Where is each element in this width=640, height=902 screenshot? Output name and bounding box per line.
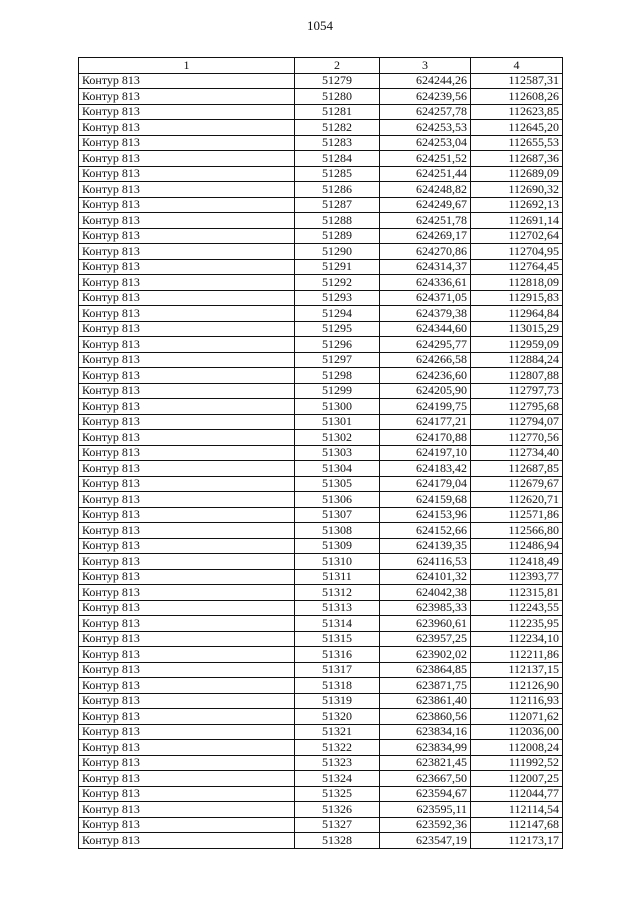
table-header-row bbox=[79, 58, 563, 74]
x-coordinate-cell: 624177,21 bbox=[380, 414, 471, 430]
point-number-cell: 51286 bbox=[295, 182, 380, 198]
y-coordinate-cell: 111992,52 bbox=[471, 755, 563, 771]
y-coordinate-cell: 112008,24 bbox=[471, 740, 563, 756]
y-coordinate-cell: 112795,68 bbox=[471, 399, 563, 415]
x-coordinate-cell: 624101,32 bbox=[380, 569, 471, 585]
x-coordinate-cell: 624205,90 bbox=[380, 383, 471, 399]
point-number-cell: 51303 bbox=[295, 445, 380, 461]
contour-cell: Контур 813 bbox=[79, 228, 295, 244]
table-row bbox=[79, 197, 563, 213]
x-coordinate-cell: 623861,40 bbox=[380, 693, 471, 709]
column-header-3: 3 bbox=[380, 58, 471, 74]
table-row bbox=[79, 755, 563, 771]
contour-cell: Контур 813 bbox=[79, 616, 295, 632]
table-row bbox=[79, 352, 563, 368]
contour-cell: Контур 813 bbox=[79, 244, 295, 260]
contour-cell: Контур 813 bbox=[79, 197, 295, 213]
contour-cell: Контур 813 bbox=[79, 73, 295, 89]
point-number-cell: 51295 bbox=[295, 321, 380, 337]
point-number-cell: 51315 bbox=[295, 631, 380, 647]
contour-cell: Контур 813 bbox=[79, 166, 295, 182]
x-coordinate-cell: 624183,42 bbox=[380, 461, 471, 477]
point-number-cell: 51304 bbox=[295, 461, 380, 477]
point-number-cell: 51297 bbox=[295, 352, 380, 368]
contour-cell: Контур 813 bbox=[79, 104, 295, 120]
y-coordinate-cell: 112235,95 bbox=[471, 616, 563, 632]
x-coordinate-cell: 623834,16 bbox=[380, 724, 471, 740]
y-coordinate-cell: 112608,26 bbox=[471, 89, 563, 105]
y-coordinate-cell: 112884,24 bbox=[471, 352, 563, 368]
y-coordinate-cell: 112007,25 bbox=[471, 771, 563, 787]
point-number-cell: 51292 bbox=[295, 275, 380, 291]
table-row bbox=[79, 492, 563, 508]
contour-cell: Контур 813 bbox=[79, 182, 295, 198]
contour-cell: Контур 813 bbox=[79, 399, 295, 415]
x-coordinate-cell: 623871,75 bbox=[380, 678, 471, 694]
point-number-cell: 51289 bbox=[295, 228, 380, 244]
point-number-cell: 51318 bbox=[295, 678, 380, 694]
point-number-cell: 51316 bbox=[295, 647, 380, 663]
x-coordinate-cell: 624270,86 bbox=[380, 244, 471, 260]
table-row bbox=[79, 678, 563, 694]
contour-cell: Контур 813 bbox=[79, 709, 295, 725]
contour-cell: Контур 813 bbox=[79, 554, 295, 570]
y-coordinate-cell: 112234,10 bbox=[471, 631, 563, 647]
x-coordinate-cell: 624153,96 bbox=[380, 507, 471, 523]
y-coordinate-cell: 112915,83 bbox=[471, 290, 563, 306]
x-coordinate-cell: 624344,60 bbox=[380, 321, 471, 337]
contour-cell: Контур 813 bbox=[79, 414, 295, 430]
coordinates-table bbox=[78, 57, 563, 849]
point-number-cell: 51281 bbox=[295, 104, 380, 120]
y-coordinate-cell: 112645,20 bbox=[471, 120, 563, 136]
contour-cell: Контур 813 bbox=[79, 368, 295, 384]
contour-cell: Контур 813 bbox=[79, 275, 295, 291]
y-coordinate-cell: 113015,29 bbox=[471, 321, 563, 337]
point-number-cell: 51291 bbox=[295, 259, 380, 275]
table-row bbox=[79, 104, 563, 120]
table-row bbox=[79, 414, 563, 430]
table-row bbox=[79, 213, 563, 229]
contour-cell: Контур 813 bbox=[79, 802, 295, 818]
table-row bbox=[79, 662, 563, 678]
x-coordinate-cell: 623985,33 bbox=[380, 600, 471, 616]
point-number-cell: 51312 bbox=[295, 585, 380, 601]
y-coordinate-cell: 112623,85 bbox=[471, 104, 563, 120]
table-row bbox=[79, 290, 563, 306]
y-coordinate-cell: 112702,64 bbox=[471, 228, 563, 244]
x-coordinate-cell: 623957,25 bbox=[380, 631, 471, 647]
x-coordinate-cell: 624253,04 bbox=[380, 135, 471, 151]
point-number-cell: 51279 bbox=[295, 73, 380, 89]
x-coordinate-cell: 623864,85 bbox=[380, 662, 471, 678]
table-row bbox=[79, 445, 563, 461]
table-row bbox=[79, 523, 563, 539]
table-row bbox=[79, 616, 563, 632]
point-number-cell: 51306 bbox=[295, 492, 380, 508]
y-coordinate-cell: 112114,54 bbox=[471, 802, 563, 818]
y-coordinate-cell: 112964,84 bbox=[471, 306, 563, 322]
x-coordinate-cell: 623834,99 bbox=[380, 740, 471, 756]
contour-cell: Контур 813 bbox=[79, 817, 295, 833]
table-row bbox=[79, 476, 563, 492]
y-coordinate-cell: 112655,53 bbox=[471, 135, 563, 151]
contour-cell: Контур 813 bbox=[79, 600, 295, 616]
table-row bbox=[79, 693, 563, 709]
contour-cell: Контур 813 bbox=[79, 151, 295, 167]
y-coordinate-cell: 112211,86 bbox=[471, 647, 563, 663]
point-number-cell: 51313 bbox=[295, 600, 380, 616]
y-coordinate-cell: 112734,40 bbox=[471, 445, 563, 461]
x-coordinate-cell: 624116,53 bbox=[380, 554, 471, 570]
x-coordinate-cell: 624042,38 bbox=[380, 585, 471, 601]
table-body bbox=[79, 73, 563, 848]
table-row bbox=[79, 740, 563, 756]
x-coordinate-cell: 624249,67 bbox=[380, 197, 471, 213]
point-number-cell: 51288 bbox=[295, 213, 380, 229]
y-coordinate-cell: 112566,80 bbox=[471, 523, 563, 539]
x-coordinate-cell: 624239,56 bbox=[380, 89, 471, 105]
x-coordinate-cell: 624336,61 bbox=[380, 275, 471, 291]
x-coordinate-cell: 623821,45 bbox=[380, 755, 471, 771]
contour-cell: Контур 813 bbox=[79, 461, 295, 477]
table-row bbox=[79, 786, 563, 802]
point-number-cell: 51294 bbox=[295, 306, 380, 322]
contour-cell: Контур 813 bbox=[79, 89, 295, 105]
x-coordinate-cell: 623594,67 bbox=[380, 786, 471, 802]
contour-cell: Контур 813 bbox=[79, 693, 295, 709]
table-row bbox=[79, 554, 563, 570]
contour-cell: Контур 813 bbox=[79, 724, 295, 740]
x-coordinate-cell: 624251,78 bbox=[380, 213, 471, 229]
point-number-cell: 51328 bbox=[295, 833, 380, 849]
y-coordinate-cell: 112797,73 bbox=[471, 383, 563, 399]
contour-cell: Контур 813 bbox=[79, 833, 295, 849]
y-coordinate-cell: 112692,13 bbox=[471, 197, 563, 213]
point-number-cell: 51282 bbox=[295, 120, 380, 136]
point-number-cell: 51283 bbox=[295, 135, 380, 151]
table-row bbox=[79, 337, 563, 353]
y-coordinate-cell: 112818,09 bbox=[471, 275, 563, 291]
table-row bbox=[79, 399, 563, 415]
table-row bbox=[79, 73, 563, 89]
contour-cell: Контур 813 bbox=[79, 538, 295, 554]
contour-cell: Контур 813 bbox=[79, 569, 295, 585]
point-number-cell: 51321 bbox=[295, 724, 380, 740]
y-coordinate-cell: 112764,45 bbox=[471, 259, 563, 275]
point-number-cell: 51308 bbox=[295, 523, 380, 539]
x-coordinate-cell: 624257,78 bbox=[380, 104, 471, 120]
x-coordinate-cell: 624179,04 bbox=[380, 476, 471, 492]
contour-cell: Контур 813 bbox=[79, 678, 295, 694]
contour-cell: Контур 813 bbox=[79, 585, 295, 601]
point-number-cell: 51324 bbox=[295, 771, 380, 787]
contour-cell: Контур 813 bbox=[79, 507, 295, 523]
x-coordinate-cell: 624236,60 bbox=[380, 368, 471, 384]
table-row bbox=[79, 600, 563, 616]
table-row bbox=[79, 647, 563, 663]
table-row bbox=[79, 585, 563, 601]
x-coordinate-cell: 624295,77 bbox=[380, 337, 471, 353]
table-row bbox=[79, 833, 563, 849]
contour-cell: Контур 813 bbox=[79, 445, 295, 461]
table-row bbox=[79, 228, 563, 244]
x-coordinate-cell: 624269,17 bbox=[380, 228, 471, 244]
point-number-cell: 51298 bbox=[295, 368, 380, 384]
y-coordinate-cell: 112587,31 bbox=[471, 73, 563, 89]
table-row bbox=[79, 275, 563, 291]
point-number-cell: 51322 bbox=[295, 740, 380, 756]
point-number-cell: 51310 bbox=[295, 554, 380, 570]
x-coordinate-cell: 624314,37 bbox=[380, 259, 471, 275]
contour-cell: Контур 813 bbox=[79, 306, 295, 322]
table-row bbox=[79, 709, 563, 725]
point-number-cell: 51285 bbox=[295, 166, 380, 182]
y-coordinate-cell: 112126,90 bbox=[471, 678, 563, 694]
point-number-cell: 51325 bbox=[295, 786, 380, 802]
y-coordinate-cell: 112137,15 bbox=[471, 662, 563, 678]
table-row bbox=[79, 120, 563, 136]
table-row bbox=[79, 430, 563, 446]
contour-cell: Контур 813 bbox=[79, 430, 295, 446]
point-number-cell: 51309 bbox=[295, 538, 380, 554]
table-row bbox=[79, 151, 563, 167]
x-coordinate-cell: 624379,38 bbox=[380, 306, 471, 322]
contour-cell: Контур 813 bbox=[79, 135, 295, 151]
table-row bbox=[79, 771, 563, 787]
contour-cell: Контур 813 bbox=[79, 771, 295, 787]
table-row bbox=[79, 817, 563, 833]
y-coordinate-cell: 112959,09 bbox=[471, 337, 563, 353]
point-number-cell: 51296 bbox=[295, 337, 380, 353]
table-row bbox=[79, 383, 563, 399]
table-row bbox=[79, 538, 563, 554]
point-number-cell: 51320 bbox=[295, 709, 380, 725]
table-row bbox=[79, 135, 563, 151]
y-coordinate-cell: 112173,17 bbox=[471, 833, 563, 849]
contour-cell: Контур 813 bbox=[79, 631, 295, 647]
point-number-cell: 51314 bbox=[295, 616, 380, 632]
x-coordinate-cell: 624152,66 bbox=[380, 523, 471, 539]
y-coordinate-cell: 112794,07 bbox=[471, 414, 563, 430]
x-coordinate-cell: 623902,02 bbox=[380, 647, 471, 663]
y-coordinate-cell: 112393,77 bbox=[471, 569, 563, 585]
point-number-cell: 51300 bbox=[295, 399, 380, 415]
point-number-cell: 51280 bbox=[295, 89, 380, 105]
x-coordinate-cell: 624139,35 bbox=[380, 538, 471, 554]
point-number-cell: 51299 bbox=[295, 383, 380, 399]
x-coordinate-cell: 624197,10 bbox=[380, 445, 471, 461]
contour-cell: Контур 813 bbox=[79, 647, 295, 663]
column-header-4: 4 bbox=[471, 58, 563, 74]
x-coordinate-cell: 623860,56 bbox=[380, 709, 471, 725]
y-coordinate-cell: 112770,56 bbox=[471, 430, 563, 446]
table-row bbox=[79, 89, 563, 105]
y-coordinate-cell: 112044,77 bbox=[471, 786, 563, 802]
table-row bbox=[79, 244, 563, 260]
table-row bbox=[79, 166, 563, 182]
x-coordinate-cell: 624159,68 bbox=[380, 492, 471, 508]
x-coordinate-cell: 624170,88 bbox=[380, 430, 471, 446]
table-row bbox=[79, 631, 563, 647]
table-row bbox=[79, 306, 563, 322]
contour-cell: Контур 813 bbox=[79, 523, 295, 539]
contour-cell: Контур 813 bbox=[79, 383, 295, 399]
contour-cell: Контур 813 bbox=[79, 662, 295, 678]
x-coordinate-cell: 624253,53 bbox=[380, 120, 471, 136]
point-number-cell: 51287 bbox=[295, 197, 380, 213]
y-coordinate-cell: 112418,49 bbox=[471, 554, 563, 570]
table-row bbox=[79, 461, 563, 477]
contour-cell: Контур 813 bbox=[79, 740, 295, 756]
x-coordinate-cell: 623667,50 bbox=[380, 771, 471, 787]
contour-cell: Контур 813 bbox=[79, 786, 295, 802]
y-coordinate-cell: 112689,09 bbox=[471, 166, 563, 182]
x-coordinate-cell: 624266,58 bbox=[380, 352, 471, 368]
y-coordinate-cell: 112036,00 bbox=[471, 724, 563, 740]
y-coordinate-cell: 112704,95 bbox=[471, 244, 563, 260]
contour-cell: Контур 813 bbox=[79, 476, 295, 492]
x-coordinate-cell: 623592,36 bbox=[380, 817, 471, 833]
point-number-cell: 51301 bbox=[295, 414, 380, 430]
y-coordinate-cell: 112690,32 bbox=[471, 182, 563, 198]
column-header-2: 2 bbox=[295, 58, 380, 74]
contour-cell: Контур 813 bbox=[79, 337, 295, 353]
y-coordinate-cell: 112687,85 bbox=[471, 461, 563, 477]
page-number: 1054 bbox=[307, 18, 333, 33]
y-coordinate-cell: 112807,88 bbox=[471, 368, 563, 384]
point-number-cell: 51284 bbox=[295, 151, 380, 167]
point-number-cell: 51305 bbox=[295, 476, 380, 492]
contour-cell: Контур 813 bbox=[79, 755, 295, 771]
y-coordinate-cell: 112691,14 bbox=[471, 213, 563, 229]
x-coordinate-cell: 624251,44 bbox=[380, 166, 471, 182]
y-coordinate-cell: 112679,67 bbox=[471, 476, 563, 492]
y-coordinate-cell: 112071,62 bbox=[471, 709, 563, 725]
x-coordinate-cell: 624199,75 bbox=[380, 399, 471, 415]
x-coordinate-cell: 624244,26 bbox=[380, 73, 471, 89]
point-number-cell: 51319 bbox=[295, 693, 380, 709]
point-number-cell: 51326 bbox=[295, 802, 380, 818]
contour-cell: Контур 813 bbox=[79, 120, 295, 136]
x-coordinate-cell: 624248,82 bbox=[380, 182, 471, 198]
point-number-cell: 51311 bbox=[295, 569, 380, 585]
table-row bbox=[79, 724, 563, 740]
table-row bbox=[79, 802, 563, 818]
column-header-1: 1 bbox=[79, 58, 295, 74]
y-coordinate-cell: 112147,68 bbox=[471, 817, 563, 833]
point-number-cell: 51293 bbox=[295, 290, 380, 306]
point-number-cell: 51307 bbox=[295, 507, 380, 523]
point-number-cell: 51323 bbox=[295, 755, 380, 771]
contour-cell: Контур 813 bbox=[79, 259, 295, 275]
y-coordinate-cell: 112116,93 bbox=[471, 693, 563, 709]
x-coordinate-cell: 624371,05 bbox=[380, 290, 471, 306]
contour-cell: Контур 813 bbox=[79, 492, 295, 508]
y-coordinate-cell: 112571,86 bbox=[471, 507, 563, 523]
point-number-cell: 51302 bbox=[295, 430, 380, 446]
x-coordinate-cell: 623960,61 bbox=[380, 616, 471, 632]
table-row bbox=[79, 182, 563, 198]
table-row bbox=[79, 259, 563, 275]
point-number-cell: 51317 bbox=[295, 662, 380, 678]
table-row bbox=[79, 321, 563, 337]
y-coordinate-cell: 112315,81 bbox=[471, 585, 563, 601]
point-number-cell: 51327 bbox=[295, 817, 380, 833]
table-row bbox=[79, 507, 563, 523]
table-row bbox=[79, 368, 563, 384]
contour-cell: Контур 813 bbox=[79, 213, 295, 229]
y-coordinate-cell: 112243,55 bbox=[471, 600, 563, 616]
contour-cell: Контур 813 bbox=[79, 290, 295, 306]
y-coordinate-cell: 112687,36 bbox=[471, 151, 563, 167]
x-coordinate-cell: 624251,52 bbox=[380, 151, 471, 167]
point-number-cell: 51290 bbox=[295, 244, 380, 260]
y-coordinate-cell: 112620,71 bbox=[471, 492, 563, 508]
contour-cell: Контур 813 bbox=[79, 321, 295, 337]
x-coordinate-cell: 623547,19 bbox=[380, 833, 471, 849]
contour-cell: Контур 813 bbox=[79, 352, 295, 368]
y-coordinate-cell: 112486,94 bbox=[471, 538, 563, 554]
table-row bbox=[79, 569, 563, 585]
x-coordinate-cell: 623595,11 bbox=[380, 802, 471, 818]
